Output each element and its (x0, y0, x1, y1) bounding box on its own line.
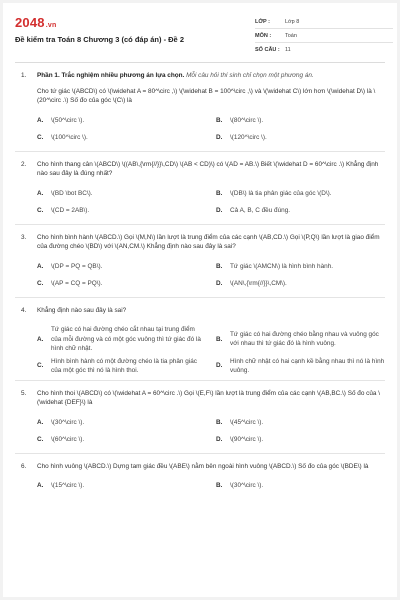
question-text: Cho hình vuông \(ABCD.\) Dựng tam giác đều \(ABE\) nằm bên ngoài hình vuông \(ABCD.\) Số đo của góc \(BDE\) là (37, 462, 369, 470)
site-logo[interactable]: 2048.vn (15, 15, 57, 30)
question-number: 6. (21, 462, 27, 470)
question-number: 1. (21, 72, 27, 79)
question-text: Khẳng định nào sau đây là sai? (37, 306, 127, 314)
answer-option[interactable]: A. \(DP = PQ = QB\). (37, 262, 103, 270)
answer-option[interactable]: C. \(CD = 2AB\). (37, 206, 90, 214)
answer-option[interactable]: D. \(AN\,{\rm{//}}\,CM\). (216, 279, 287, 287)
answer-option[interactable]: A. \(30^\circ \). (37, 418, 85, 426)
question-list (3, 63, 397, 499)
answer-option[interactable]: D. Cả A, B, C đều đúng. (216, 206, 291, 214)
answer-option[interactable]: A. \(15^\circ \). (37, 482, 85, 489)
section-heading: Phần 1. Trắc nghiệm nhiều phương án lựa chọn. Mỗi câu hỏi thí sinh chỉ chọn một phương án. (37, 72, 314, 79)
meta-row-subject: MÔN : Toán (255, 29, 393, 43)
answer-options (37, 258, 385, 293)
answer-option[interactable]: C. \(100^\circ \). (37, 133, 88, 141)
answer-options (37, 321, 385, 376)
question-item (15, 152, 385, 225)
answer-option[interactable]: B. \(80^\circ \). (216, 116, 264, 124)
question-number: 5. (21, 389, 27, 397)
question-text: Cho tứ giác \(ABCD\) có \(\widehat A = 80^\circ ,\) \(\widehat B = 100^\circ ,\) và \(\widehat C\) lớn hơn \(\widehat D\) là \(20^\circ .\) Số đo của góc \(C\) là (37, 87, 376, 104)
answer-options (37, 414, 385, 449)
answer-option[interactable]: D. \(120^\circ \). (216, 133, 267, 141)
document-meta (255, 15, 393, 57)
answer-option[interactable]: B. \(30^\circ \). (216, 482, 264, 489)
answer-option[interactable]: D. \(90^\circ \). (216, 435, 264, 443)
meta-row-class: LỚP : Lớp 8 (255, 15, 393, 29)
question-item (15, 454, 385, 500)
question-item (15, 298, 385, 381)
answer-option[interactable]: A. \(50^\circ \). (37, 116, 85, 124)
question-item (15, 225, 385, 298)
answer-option[interactable]: C. \(60^\circ \). (37, 435, 85, 443)
question-item (15, 381, 385, 454)
answer-option[interactable]: B. \(DB\) là tia phân giác của góc \(D\). (216, 189, 332, 197)
answer-options (37, 477, 385, 495)
document-page (3, 3, 397, 597)
answer-option[interactable]: A. Tứ giác có hai đường chéo cắt nhau tại trung điểm của mỗi đường và có một góc vuông thì tứ giác đó là hình chữ nhật. (37, 326, 201, 352)
question-text: Cho hình thoi \(ABCD\) có \(\widehat A = 60^\circ .\) Gọi \(E,F\) lần lượt là trung điểm của các cạnh \(AB,BC.\) Số đo của \(\widehat {DEF}\) là (37, 389, 381, 406)
question-number: 4. (21, 306, 27, 314)
answer-option[interactable]: A. \(BD \bot BC\). (37, 189, 93, 197)
answer-option[interactable]: B. \(45^\circ \). (216, 418, 264, 426)
answer-option[interactable]: B. Tứ giác \(AMCN\) là hình bình hành. (216, 262, 334, 270)
answer-option[interactable]: D. Hình chữ nhật có hai cạnh kề bằng nhau thì nó là hình vuông. (216, 357, 385, 374)
question-text: Cho hình bình hành \(ABCD.\) Gọi \(M,N\) lần lượt là trung điểm của các cạnh \(AB,CD.\) Gọi \(P,Q\) lần lượt là giao điểm của đường chéo \(BD\) với \(AN,CM.\) Khẳng định nào sau đây là sai? (37, 233, 380, 250)
answer-option[interactable]: C. Hình bình hành có một đường chéo là tia phân giác của một góc thì nó là hình thoi. (37, 357, 197, 374)
document-header (15, 3, 385, 63)
question-text: Cho hình thang cân \(ABCD\) \((AB\,{\rm{//}}\,CD\) \(AB < CD)\) có \(AD = AB.\) Biết \(\widehat D = 60^\circ .\) Khẳng định nào sau đây là đúng nhất? (37, 160, 379, 177)
answer-option[interactable]: B. Tứ giác có hai đường chéo bằng nhau và vuông góc với nhau thì tứ giác đó là hình vuông. (216, 330, 379, 348)
question-item (15, 63, 385, 152)
document-title: Đề kiểm tra Toán 8 Chương 3 (có đáp án) - Đề 2 (15, 35, 184, 44)
answer-option[interactable]: C. \(AP = CQ = PQ\). (37, 279, 103, 287)
meta-row-count: SỐ CÂU : 11 (255, 47, 291, 53)
answer-options (37, 185, 385, 220)
answer-options (37, 112, 385, 147)
question-number: 3. (21, 233, 27, 241)
question-number: 2. (21, 160, 27, 168)
